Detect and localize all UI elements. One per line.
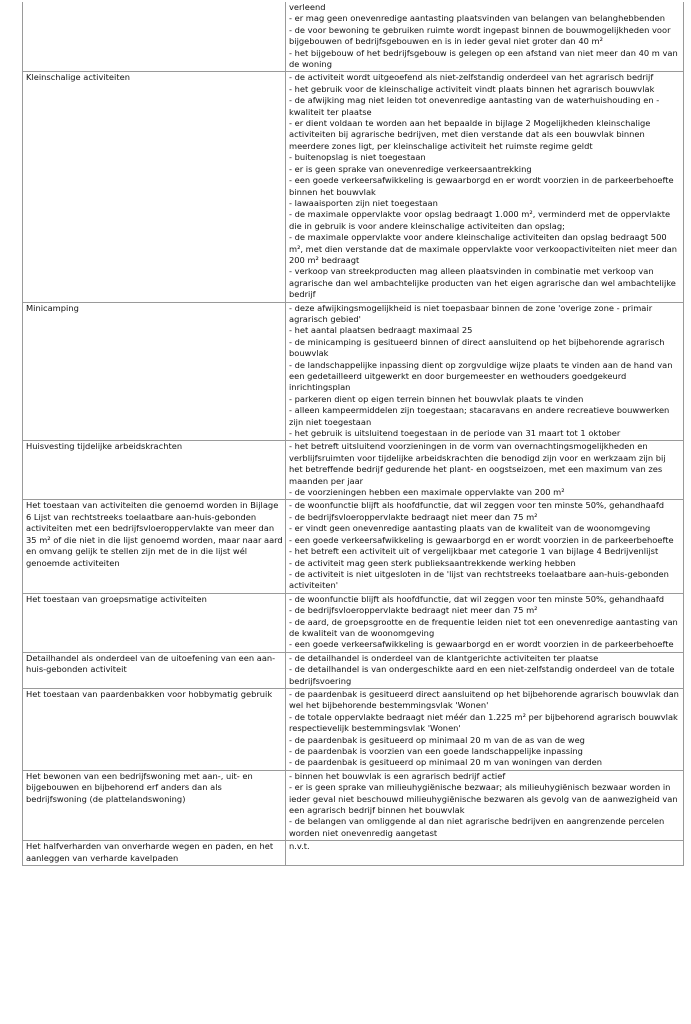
conditions-cell — [286, 652, 684, 688]
activity-cell: Minicamping — [23, 302, 286, 441]
condition-item: - lawaaisporten zijn niet toegestaan — [289, 197, 438, 208]
activity-cell: Huisvesting tijdelijke arbeidskrachten — [23, 441, 286, 500]
condition-item: - het betreft uitsluitend voorzieningen in de vorm van overnachtingsmogelijkheden en verblijfsruimten voor tijdelijke arbeidskrachten die benodigd zijn voor en werkzaam zijn bij het betreffende bedrijf gedurende het plant- en oogstseizoen, met een maximum van zes maanden per jaar — [289, 441, 666, 486]
condition-item: - het gebruik is uitsluitend toegestaan in de periode van 31 maart tot 1 oktober — [289, 428, 621, 439]
condition-item: - buitenopslag is niet toegestaan — [289, 152, 426, 163]
condition-item: - de paardenbak is gesitueerd op minimaal 20 m van de as van de weg — [289, 734, 585, 745]
activity-cell: Het toestaan van groepsmatige activiteiten — [23, 593, 286, 652]
activity-cell: Kleinschalige activiteiten — [23, 72, 286, 302]
table-body — [23, 2, 684, 866]
condition-item: - de detailhandel is onderdeel van de klantgerichte activiteiten ter plaatse — [289, 652, 599, 663]
condition-item: - de minicamping is gesitueerd binnen of direct aansluitend op het bijbehorende agrarisch bouwvlak — [289, 336, 665, 359]
conditions-cell — [286, 770, 684, 840]
condition-item: - binnen het bouwvlak is een agrarisch bedrijf actief — [289, 770, 506, 781]
activity-cell: Het toestaan van activiteiten die genoemd worden in Bijlage 6 Lijst van rechtstreeks toelaatbare aan-huis-gebonden activiteiten met een bedrijfsvloeroppervlakte van meer dan 35 m² of die niet in die lijst genoemd worden, maar naar aard en omvang gelijk te stellen zijn met de in die lijst wél genoemde activiteiten — [23, 500, 286, 593]
table-row — [23, 72, 684, 302]
condition-item: - er is geen sprake van onevenredige verkeersaantrekking — [289, 163, 532, 174]
condition-item: - het aantal plaatsen bedraagt maximaal 25 — [289, 325, 473, 336]
condition-item: - een goede verkeersafwikkeling is gewaarborgd en er wordt voorzien in de parkeerbehoefte — [289, 534, 674, 545]
condition-item: - de totale oppervlakte bedraagt niet méér dan 1.225 m² per bijbehorend agrarisch bouwvlak respectievelijk bestemmingsvlak 'Wonen' — [289, 711, 678, 734]
condition-item: - de detailhandel is van ondergeschikte aard en een niet-zelfstandig onderdeel van de totale bedrijfsvoering — [289, 664, 675, 686]
condition-item: - de paardenbak is gesitueerd direct aansluitend op het bijbehorende agrarisch bouwvlak dan wel het bijbehorende bestemmingsvlak 'Wonen' — [289, 688, 679, 711]
activity-cell: Het toestaan van paardenbakken voor hobbymatig gebruik — [23, 688, 286, 770]
condition-item: - de activiteit is niet uitgesloten in de 'lijst van rechtstreeks toelaatbare aan-huis-gebonden activiteiten' — [289, 568, 669, 591]
conditions-cell — [286, 593, 684, 652]
condition-item: - een goede verkeersafwikkeling is gewaarborgd en er wordt voorzien in de parkeerbehoefte — [289, 639, 674, 650]
condition-item: - de paardenbak is voorzien van een goede landschappelijke inpassing — [289, 746, 583, 756]
condition-item: - de belangen van omliggende al dan niet agrarische bedrijven en aangrenzende percelen worden niet onevenredig aangetast — [289, 816, 665, 838]
conditions-cell — [286, 500, 684, 593]
condition-item: - er mag geen onevenredige aantasting plaatsvinden van belangen van belanghebbenden — [289, 13, 665, 24]
conditions-table — [22, 2, 684, 866]
activity-cell: Het halfverharden van onverharde wegen en paden, en het aanleggen van verharde kavelpaden — [23, 841, 286, 866]
activity-cell: Detailhandel als onderdeel van de uitoefening van een aan-huis-gebonden activiteit — [23, 652, 286, 688]
condition-item: - deze afwijkingsmogelijkheid is niet toepasbaar binnen de zone 'overige zone - primair agrarisch gebied' — [289, 302, 653, 324]
table-row — [23, 841, 684, 866]
table-row — [23, 688, 684, 770]
condition-item: - de voor bewoning te gebruiken ruimte wordt ingepast binnen de bouwmogelijkheden voor bijgebouwen of bedrijfsgebouwen en is in ieder geval niet groter dan 40 m² — [289, 24, 671, 47]
condition-item: - parkeren dient op eigen terrein binnen het bouwvlak plaats te vinden — [289, 393, 584, 404]
condition-item: - het betreft een activiteit uit of vergelijkbaar met categorie 1 van bijlage 4 Bedrijvenlijst — [289, 546, 659, 557]
condition-item: - er is geen sprake van milieuhygiënische bezwaar; als milieuhygiënisch bezwaar worden in ieder geval niet beschouwd milieuhygiënische bezwaren als gevolg van de aanwezigheid van een agrarisch bedrijf binnen het bouwvlak — [289, 782, 678, 816]
condition-item: - er dient voldaan te worden aan het bepaalde in bijlage 2 Mogelijkheden kleinschalige activiteiten bij agrarische bedrijven, met dien verstande dat als een bouwvlak binnen meerdere zones ligt, per kleinschalige activiteit het ruimste regime geldt — [289, 118, 651, 151]
condition-item: - het gebruik voor de kleinschalige activiteit vindt plaats binnen het agrarisch bouwvlak — [289, 83, 655, 94]
condition-item: - de activiteit mag geen sterk publieksaantrekkende werking hebben — [289, 557, 576, 568]
activity-cell — [23, 2, 286, 72]
condition-item: - de voorzieningen hebben een maximale oppervlakte van 200 m² — [289, 487, 565, 498]
conditions-cell — [286, 688, 684, 770]
condition-item: - er vindt geen onevenredige aantasting plaats van de kwaliteit van de woonomgeving — [289, 523, 651, 534]
condition-item: - de maximale oppervlakte voor andere kleinschalige activiteiten dan opslag bedraagt 500 m², met dien verstande dat de maximale oppervlakte voor verkoopactiviteiten niet meer dan 200 m² bedraagt — [289, 232, 678, 265]
table-row — [23, 652, 684, 688]
condition-item: - de woonfunctie blijft als hoofdfunctie, dat wil zeggen voor ten minste 50%, gehandhaafd — [289, 500, 665, 511]
conditions-cell — [286, 2, 684, 72]
conditions-cell — [286, 72, 684, 302]
conditions-cell — [286, 302, 684, 441]
condition-item: - de aard, de groepsgrootte en de frequentie leiden niet tot een onevenredige aantasting van de kwaliteit van de woonomgeving — [289, 616, 678, 638]
table-row — [23, 2, 684, 72]
condition-item: - het bijgebouw of het bedrijfsgebouw is gelegen op een afstand van niet meer dan 40 m van de woning — [289, 47, 678, 70]
condition-item: - de afwijking mag niet leiden tot onevenredige aantasting van de waterhuishouding en -kwaliteit ter plaatse — [289, 95, 660, 117]
table-row — [23, 441, 684, 500]
activity-cell: Het bewonen van een bedrijfswoning met aan-, uit- en bijgebouwen en bijbehorend erf anders dan als bedrijfswoning (de plattelandswoning) — [23, 770, 286, 840]
table-row — [23, 302, 684, 441]
table-row — [23, 500, 684, 593]
condition-item: n.v.t. — [289, 841, 310, 852]
condition-item: - de landschappelijke inpassing dient op zorgvuldige wijze plaats te vinden aan de hand van een gedetailleerd uitgewerkt en door burgemeester en wethouders goedgekeurd inrichtingsplan — [289, 359, 673, 393]
condition-item: - verkoop van streekproducten mag alleen plaatsvinden in combinatie met verkoop van agrarische dan wel ambachtelijke producten van het eigen agrarische dan wel ambachtelijke bedrijf — [289, 266, 676, 300]
condition-item: - de paardenbak is gesitueerd op minimaal 20 m van woningen van derden — [289, 757, 602, 768]
condition-item: - de maximale oppervlakte voor opslag bedraagt 1.000 m², verminderd met de oppervlakte die in gebruik is voor andere kleinschalige activiteiten dan opslag; — [289, 209, 671, 231]
table-row — [23, 770, 684, 840]
condition-item: - een goede verkeersafwikkeling is gewaarborgd en er wordt voorzien in de parkeerbehoefte binnen het bouwvlak — [289, 175, 674, 197]
condition-item: - de woonfunctie blijft als hoofdfunctie, dat wil zeggen voor ten minste 50%, gehandhaafd — [289, 593, 665, 604]
conditions-cell — [286, 841, 684, 866]
condition-item: - alleen kampeermiddelen zijn toegestaan; stacaravans en andere recreatieve bouwwerken zijn niet toegestaan — [289, 405, 670, 427]
table-row — [23, 593, 684, 652]
condition-item: verleend — [289, 2, 326, 12]
conditions-cell — [286, 441, 684, 500]
condition-item: - de activiteit wordt uitgeoefend als niet-zelfstandig onderdeel van het agrarisch bedrijf — [289, 72, 654, 83]
condition-item: - de bedrijfsvloeroppervlakte bedraagt niet meer dan 75 m² — [289, 605, 538, 616]
condition-item: - de bedrijfsvloeroppervlakte bedraagt niet meer dan 75 m² — [289, 511, 538, 522]
